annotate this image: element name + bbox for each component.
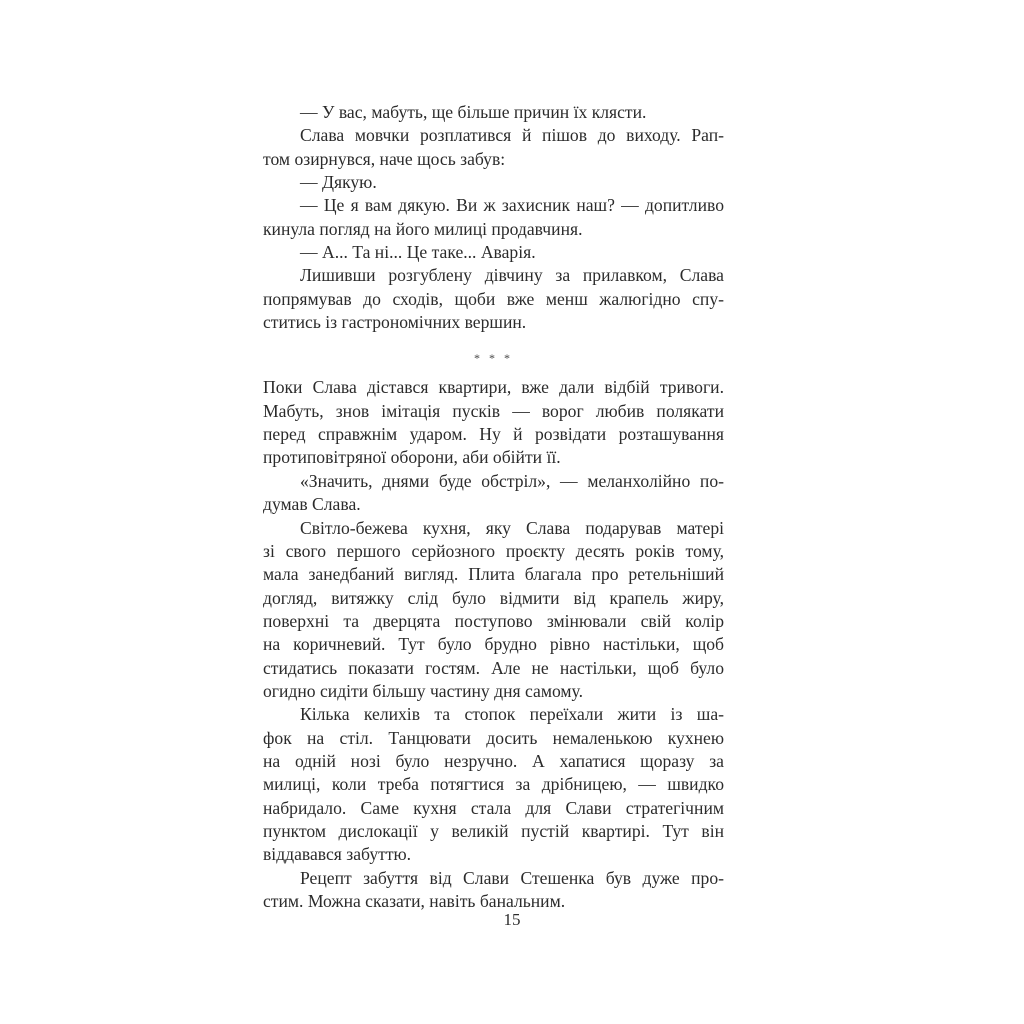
text-line: набридало. Саме кухня стала для Слави стратегічним [263,797,724,818]
section-after-break [263,376,724,913]
text-line: думав Слава. [263,494,361,515]
text-line: на одній нозі було незручно. А хапатися щоразу за [263,750,724,771]
page-body-text [263,101,724,913]
text-line: — У вас, мабуть, ще більше причин їх клясти. [300,102,647,122]
text-line: пунктом дислокації у великій пустій квартирі. Тут він [263,820,724,841]
text-line: — Це я вам дякую. Ви ж захисник наш? — допитливо [300,195,724,216]
text-line: Кілька келихів та стопок переїхали жити із ша- [300,704,724,725]
text-line: на коричневий. Тут було брудно рівно настільки, щоб [263,634,724,655]
text-line: Поки Слава дістався квартири, вже дали відбій тривоги. [263,377,724,398]
text-line: огидно сидіти більшу частину дня самому. [263,680,583,701]
page-number: 15 [503,910,521,929]
text-line: віддавався забуттю. [263,844,412,865]
text-line: «Значить, днями буде обстріл», — меланхолійно по- [300,470,724,491]
text-line: кинула погляд на його милиці продавчиня. [263,218,583,239]
section-before-break [263,101,724,334]
text-line: Рецепт забуття від Слави Стешенка був дуже про- [300,867,724,888]
text-line: — А... Та ні... Це таке... Аварія. [300,242,536,263]
text-line: том озирнувся, наче щось забув: [263,148,506,169]
text-line: фок на стіл. Танцювати досить немаленькою кухнею [263,727,724,748]
text-line: ститись із гастрономічних вершин. [263,312,527,333]
section-separator: * * * [474,351,513,366]
text-line: попрямував до сходів, щоби вже менш жалюгідно спу- [263,288,724,309]
text-line: Мабуть, знов імітація пусків — ворог любив полякати [263,400,724,421]
text-line: Слава мовчки розплатився й пішов до виходу. Рап- [300,125,724,146]
text-line: мала занедбаний вигляд. Плита благала про ретельніший [263,564,724,585]
text-line: стим. Можна сказати, навіть банальним. [263,891,566,911]
text-line: перед справжнім ударом. Ну й розвідати розташування [263,424,724,445]
text-line: милиці, коли треба потягтися за дрібницею, — швидко [263,774,724,795]
text-line: зі свого першого серйозного проєкту десять років тому, [263,540,724,561]
text-line: стидатись показати гостям. Але не настільки, щоб було [263,657,724,678]
text-line: протиповітряної оборони, аби обійти її. [263,447,561,468]
text-line: — Дякую. [300,172,377,193]
text-line: Світло-бежева кухня, яку Слава подарував матері [300,517,724,538]
text-line: догляд, витяжку слід було відмити від крапель жиру, [263,587,724,608]
text-line: поверхні та дверцята поступово змінювали свій колір [263,610,724,631]
text-line: Лишивши розгублену дівчину за прилавком, Слава [300,265,724,286]
